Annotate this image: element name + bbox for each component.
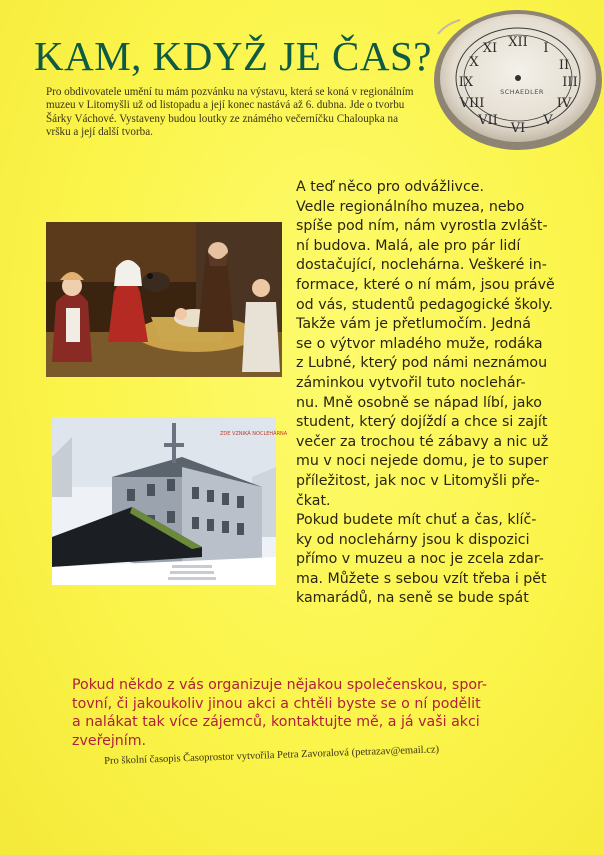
bottom-line: a nalákat tak více zájemců, kontaktujte mě, a já vaši akci [72,714,480,731]
body-line: se o výtvor mladého muže, rodáka [296,335,543,352]
body-line: kamarádů, na seně se bude spát [296,590,529,607]
bottom-line: tovní, či jakoukoliv jinou akci a chtěli byste se o ní podělit [72,695,481,712]
body-line: nu. Mně osobně se nápad líbí, jako [296,394,542,411]
clock-brand: SCHAEDLER [500,88,544,96]
body-line: čkat. [296,492,331,509]
svg-text:III: III [562,75,578,90]
building-sign: ZDE VZNIKÁ NOCLEHÁRNA [220,431,288,437]
body-line: Takže vám je přetlumočím. Jedná [296,316,531,333]
body-line: formace, které o ní mám, jsou právě [296,276,555,293]
svg-text:IV: IV [556,96,572,111]
body-line: spíše pod ním, nám vyrostla zvlášt- [296,218,548,235]
body-line: večer za trochou té zábavy a nic už [296,433,549,450]
call-to-action-text [72,676,532,750]
body-line: Pokud budete mít chuť a čas, klíč- [296,512,537,529]
nativity-photo [46,222,282,377]
svg-text:V: V [543,113,553,128]
body-line: A teď něco pro odvážlivce. [296,179,484,195]
page-title: KAM, KDYŽ JE ČAS? [34,33,432,79]
svg-text:IX: IX [458,75,474,90]
building-photo [52,417,288,585]
body-line: ní budova. Malá, ale pro pár lidí [296,237,521,254]
body-line: z Lubné, který pod námi neznámou [296,355,548,372]
bottom-line: Pokud někdo z vás organizuje nějakou společenskou, spor- [72,677,488,693]
body-line: Vedle regionálního muzea, nebo [296,198,525,215]
body-line: student, který dojíždí a chce si zajít [296,414,548,431]
body-line: ky od noclehárny jsou k dispozici [296,531,530,548]
body-line: příležitost, jak noc v Litomyšli pře- [296,472,540,489]
svg-text:I: I [543,41,549,56]
svg-text:XI: XI [482,41,498,56]
main-article-text [296,178,588,609]
svg-text:II: II [558,58,570,73]
body-line: od vás, studentů pedagogické školy. [296,296,553,313]
clock-image [426,14,596,144]
svg-text:VIII: VIII [459,96,485,111]
body-line: dostačující, noclehárna. Veškeré in- [296,257,547,274]
body-line: přímo v muzeu a noc je zcela zdar- [296,551,544,568]
svg-text:VI: VI [510,121,526,136]
bottom-line: zveřejním. [72,732,147,749]
svg-text:XII: XII [508,35,528,50]
svg-text:X: X [469,55,479,70]
body-line: mu v noci nejede domu, je to super [296,453,549,470]
body-line: záminkou vytvořil tuto noclehár- [296,374,526,391]
body-line: ma. Můžete s sebou vzít třeba i pět [296,570,547,587]
intro-paragraph: Pro obdivovatele umění tu mám pozvánku na výstavu, která se koná v regionálním muzeu v Litomyšli už od listopadu a její konec nastává až 6. dubna. Jde o tvorbu Šárky Váchové. Vystaveny budou loutky ze známého večerníčku Chaloupka na vršku a její další tvorba. [46,86,414,138]
author-credit: Pro školní časopis Časoprostor vytvořila Petra Zavoralová (petrazav@email.cz) [104,744,440,767]
svg-text:VII: VII [478,113,498,128]
